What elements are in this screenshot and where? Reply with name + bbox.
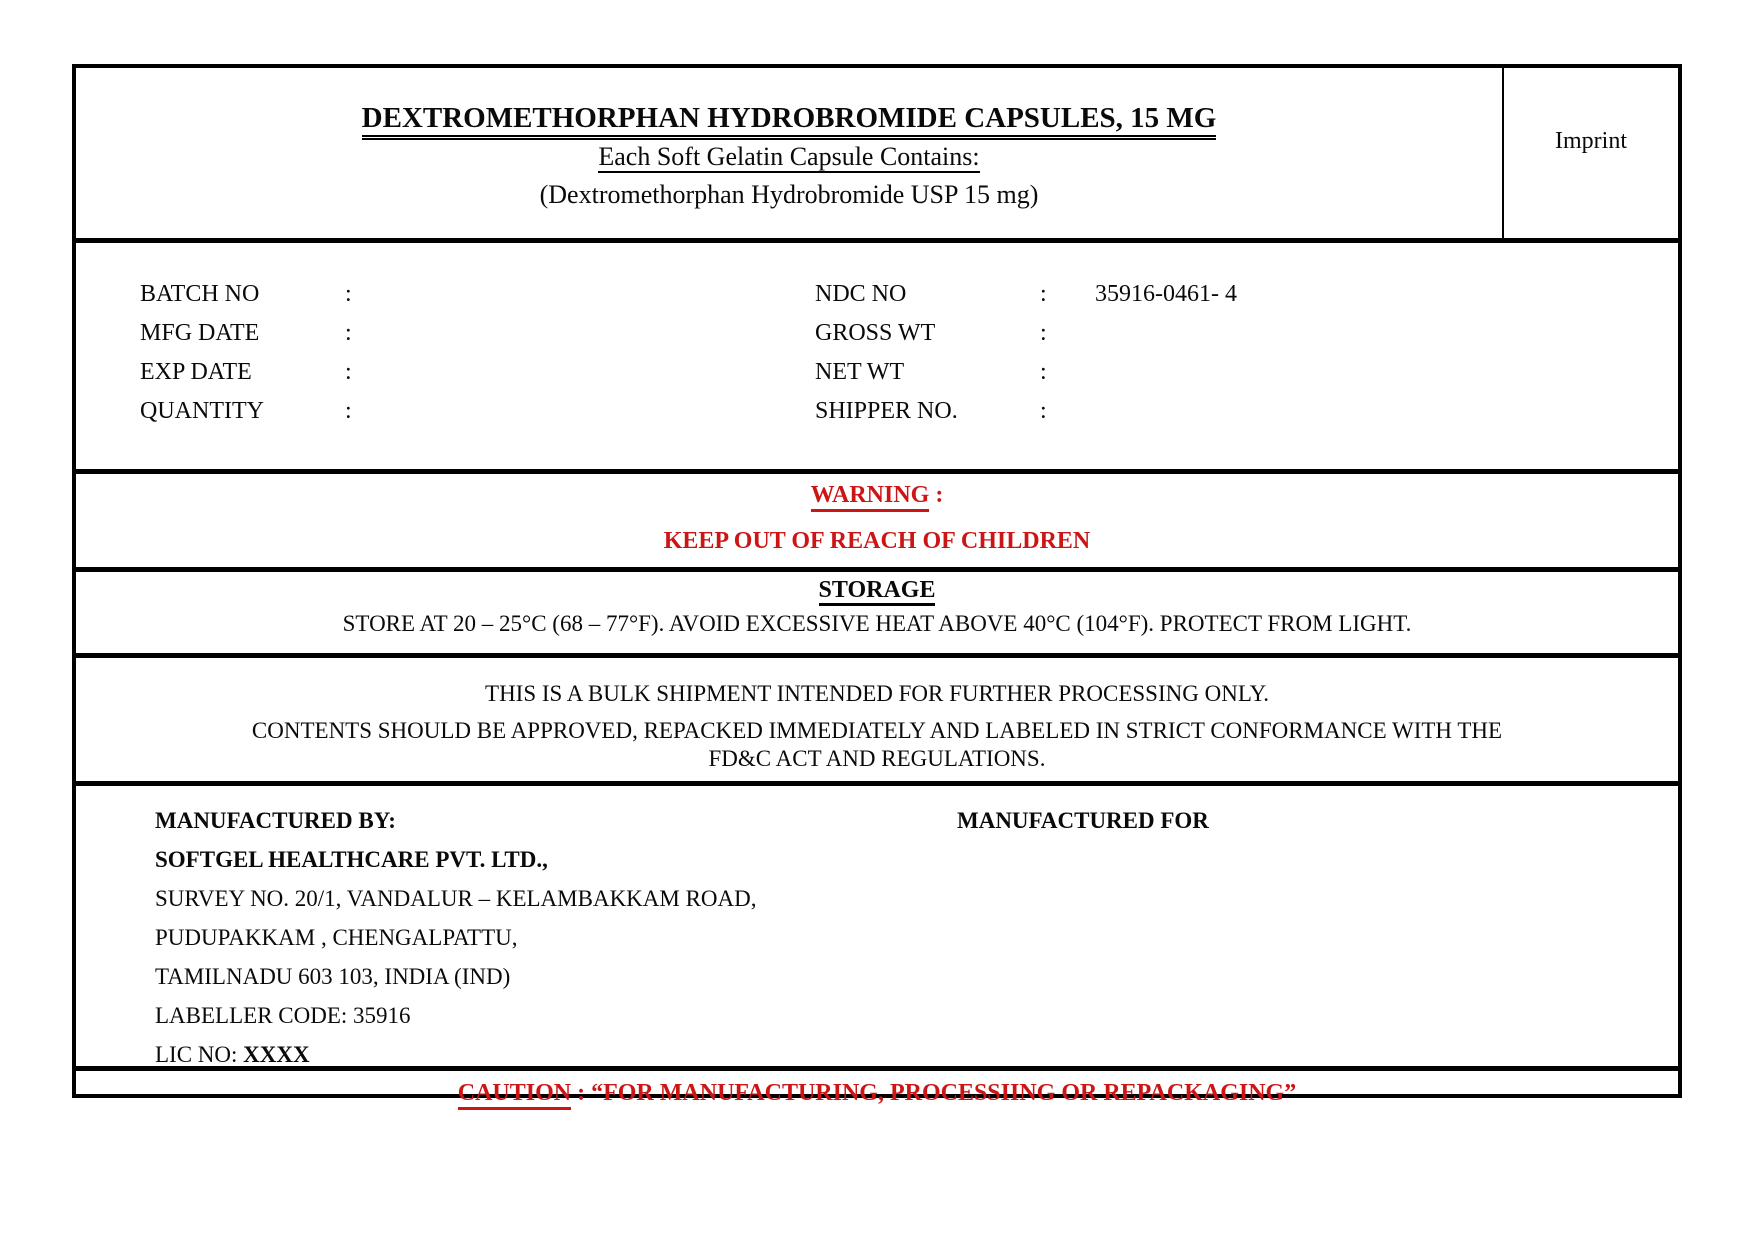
batch-no-label: BATCH NO bbox=[140, 281, 260, 307]
manufactured-for-heading: MANUFACTURED FOR bbox=[957, 808, 1209, 833]
product-title bbox=[362, 98, 1217, 138]
ndc-no-colon: : bbox=[1040, 281, 1047, 307]
manufacturer-name: SOFTGEL HEALTHCARE PVT. LTD., bbox=[155, 847, 548, 872]
batch-info-line-1 bbox=[76, 275, 1678, 314]
labeller-code-line: LABELLER CODE: 35916 bbox=[155, 1003, 411, 1028]
caution-section bbox=[76, 1071, 1678, 1116]
header-section bbox=[76, 68, 1678, 243]
capsule-contains-text: Each Soft Gelatin Capsule Contains: bbox=[598, 141, 980, 171]
ndc-no-value: 35916-0461- 4 bbox=[1095, 281, 1237, 307]
warning-heading-text: WARNING bbox=[811, 482, 930, 512]
batch-no-colon: : bbox=[345, 281, 352, 307]
batch-info-section bbox=[76, 243, 1678, 474]
warning-section bbox=[76, 477, 1678, 572]
caution-heading-text: CAUTION bbox=[458, 1080, 571, 1110]
gross-wt-colon: : bbox=[1040, 320, 1047, 346]
composition-line: (Dextromethorphan Hydrobromide USP 15 mg) bbox=[539, 179, 1039, 209]
imprint-label: Imprint bbox=[1555, 127, 1627, 154]
shipper-no-colon: : bbox=[1040, 398, 1047, 424]
quantity-colon: : bbox=[345, 398, 352, 424]
header-title-block bbox=[76, 68, 1502, 238]
bulk-shipment-line1: THIS IS A BULK SHIPMENT INTENDED FOR FURTHER PROCESSING ONLY. bbox=[485, 681, 1269, 706]
manufactured-by-heading: MANUFACTURED BY: bbox=[155, 808, 396, 833]
bulk-shipment-section bbox=[76, 676, 1678, 786]
product-title-text: DEXTROMETHORPHAN HYDROBROMIDE CAPSULES, 15 MG bbox=[362, 102, 1217, 140]
warning-heading-colon: : bbox=[929, 482, 944, 508]
keep-out-of-reach-text: KEEP OUT OF REACH OF CHILDREN bbox=[663, 528, 1091, 554]
batch-info-line-2 bbox=[76, 314, 1678, 353]
storage-instructions-text: STORE AT 20 – 25°C (68 – 77°F). AVOID EXCESSIVE HEAT ABOVE 40°C (104°F). PROTECT FROM LIGHT. bbox=[342, 611, 1412, 636]
net-wt-label: NET WT bbox=[815, 359, 905, 385]
caution-line bbox=[458, 1080, 1296, 1107]
storage-heading-text: STORAGE bbox=[819, 577, 936, 606]
manufacturer-section bbox=[76, 786, 1678, 1071]
lic-no-line bbox=[155, 1035, 757, 1074]
storage-heading bbox=[76, 573, 1678, 607]
manufacturer-address-line1: SURVEY NO. 20/1, VANDALUR – KELAMBAKKAM ROAD, bbox=[155, 886, 757, 911]
net-wt-colon: : bbox=[1040, 359, 1047, 385]
exp-date-label: EXP DATE bbox=[140, 359, 252, 385]
imprint-cell bbox=[1502, 68, 1678, 238]
storage-section bbox=[76, 573, 1678, 658]
mfg-date-label: MFG DATE bbox=[140, 320, 260, 346]
bulk-shipment-line2: CONTENTS SHOULD BE APPROVED, REPACKED IMMEDIATELY AND LABELED IN STRICT CONFORMANCE WITH THE bbox=[251, 718, 1503, 743]
shipper-no-label: SHIPPER NO. bbox=[815, 398, 958, 424]
bulk-shipment-paragraph bbox=[76, 717, 1678, 773]
exp-date-colon: : bbox=[345, 359, 352, 385]
capsule-contains-line bbox=[598, 138, 979, 176]
lic-no-label: LIC NO: bbox=[155, 1042, 244, 1067]
batch-info-line-4 bbox=[76, 392, 1678, 431]
drug-label-box bbox=[72, 64, 1682, 1106]
mfg-date-colon: : bbox=[345, 320, 352, 346]
batch-info-line-3 bbox=[76, 353, 1678, 392]
manufactured-by-block bbox=[155, 801, 757, 1074]
manufacturer-address-line2: PUDUPAKKAM , CHENGALPATTU, bbox=[155, 925, 518, 950]
ndc-no-label: NDC NO bbox=[815, 281, 907, 307]
quantity-label: QUANTITY bbox=[140, 398, 264, 424]
warning-heading bbox=[76, 477, 1678, 513]
bulk-shipment-line3: FD&C ACT AND REGULATIONS. bbox=[708, 746, 1046, 771]
caution-colon: : bbox=[571, 1080, 592, 1106]
manufacturer-address-line3: TAMILNADU 603 103, INDIA (IND) bbox=[155, 964, 511, 989]
lic-no-value: XXXX bbox=[243, 1042, 310, 1067]
caution-body-text: “FOR MANUFACTURING, PROCESSIING OR REPACKAGING” bbox=[591, 1080, 1297, 1106]
gross-wt-label: GROSS WT bbox=[815, 320, 936, 346]
